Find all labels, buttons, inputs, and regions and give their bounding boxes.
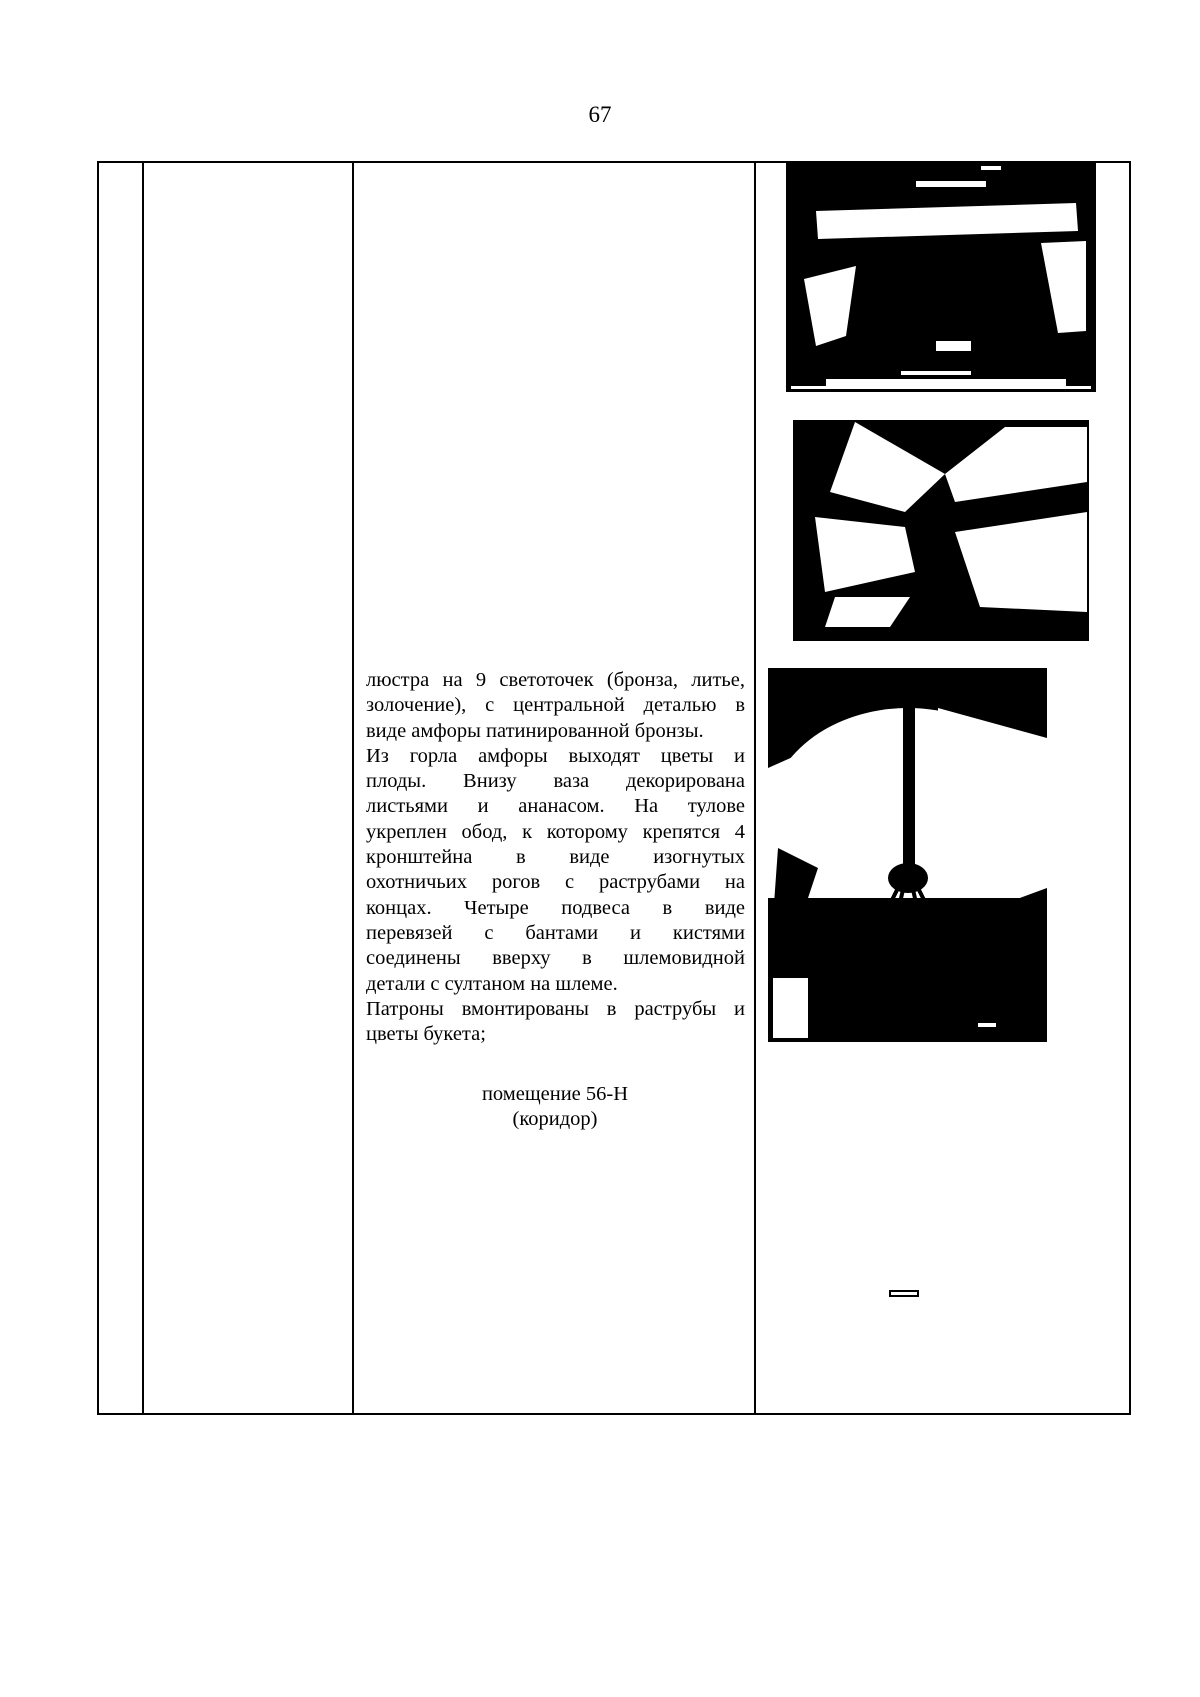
description-line: плоды. Внизу ваза декорирована bbox=[366, 770, 745, 793]
description-line: Из горла амфоры выходят цветы и bbox=[366, 744, 745, 767]
room-name: помещение 56-Н bbox=[481, 1083, 629, 1105]
description-line: детали с султаном на шлеме. bbox=[366, 972, 618, 995]
description-line: перевязей с бантами и кистями bbox=[366, 921, 745, 944]
ceiling-photo bbox=[786, 161, 1096, 392]
description-line: золочение), с центральной деталью в bbox=[366, 694, 745, 717]
chandelier-photo bbox=[768, 668, 1047, 1042]
description-line: концах. Четыре подвеса в виде bbox=[366, 896, 745, 919]
description-line: охотничьих рогов с раструбами на bbox=[366, 871, 745, 894]
chandelier-detail-photo bbox=[793, 420, 1089, 641]
dash-mark bbox=[889, 1290, 919, 1297]
column-divider bbox=[754, 163, 756, 1413]
description-line: кронштейна в виде изогнутых bbox=[366, 846, 745, 869]
description-line: листьями и ананасом. На тулове bbox=[366, 795, 745, 818]
description-line: люстра на 9 светоточек (бронза, литье, bbox=[366, 669, 745, 691]
room-label bbox=[355, 1082, 755, 1132]
item-description bbox=[366, 668, 745, 1047]
description-line: виде амфоры патинированной бронзы. bbox=[366, 719, 704, 742]
description-line: укреплен обод, к которому крепятся 4 bbox=[366, 820, 745, 843]
page-number: 67 bbox=[588, 102, 612, 127]
description-line: цветы букета; bbox=[366, 1023, 486, 1046]
description-line: соединены вверху в шлемовидной bbox=[366, 947, 745, 970]
column-divider bbox=[352, 163, 354, 1413]
room-type: (коридор) bbox=[512, 1108, 598, 1130]
description-line: Патроны вмонтированы в раструбы и bbox=[366, 997, 745, 1020]
column-divider bbox=[142, 163, 144, 1413]
